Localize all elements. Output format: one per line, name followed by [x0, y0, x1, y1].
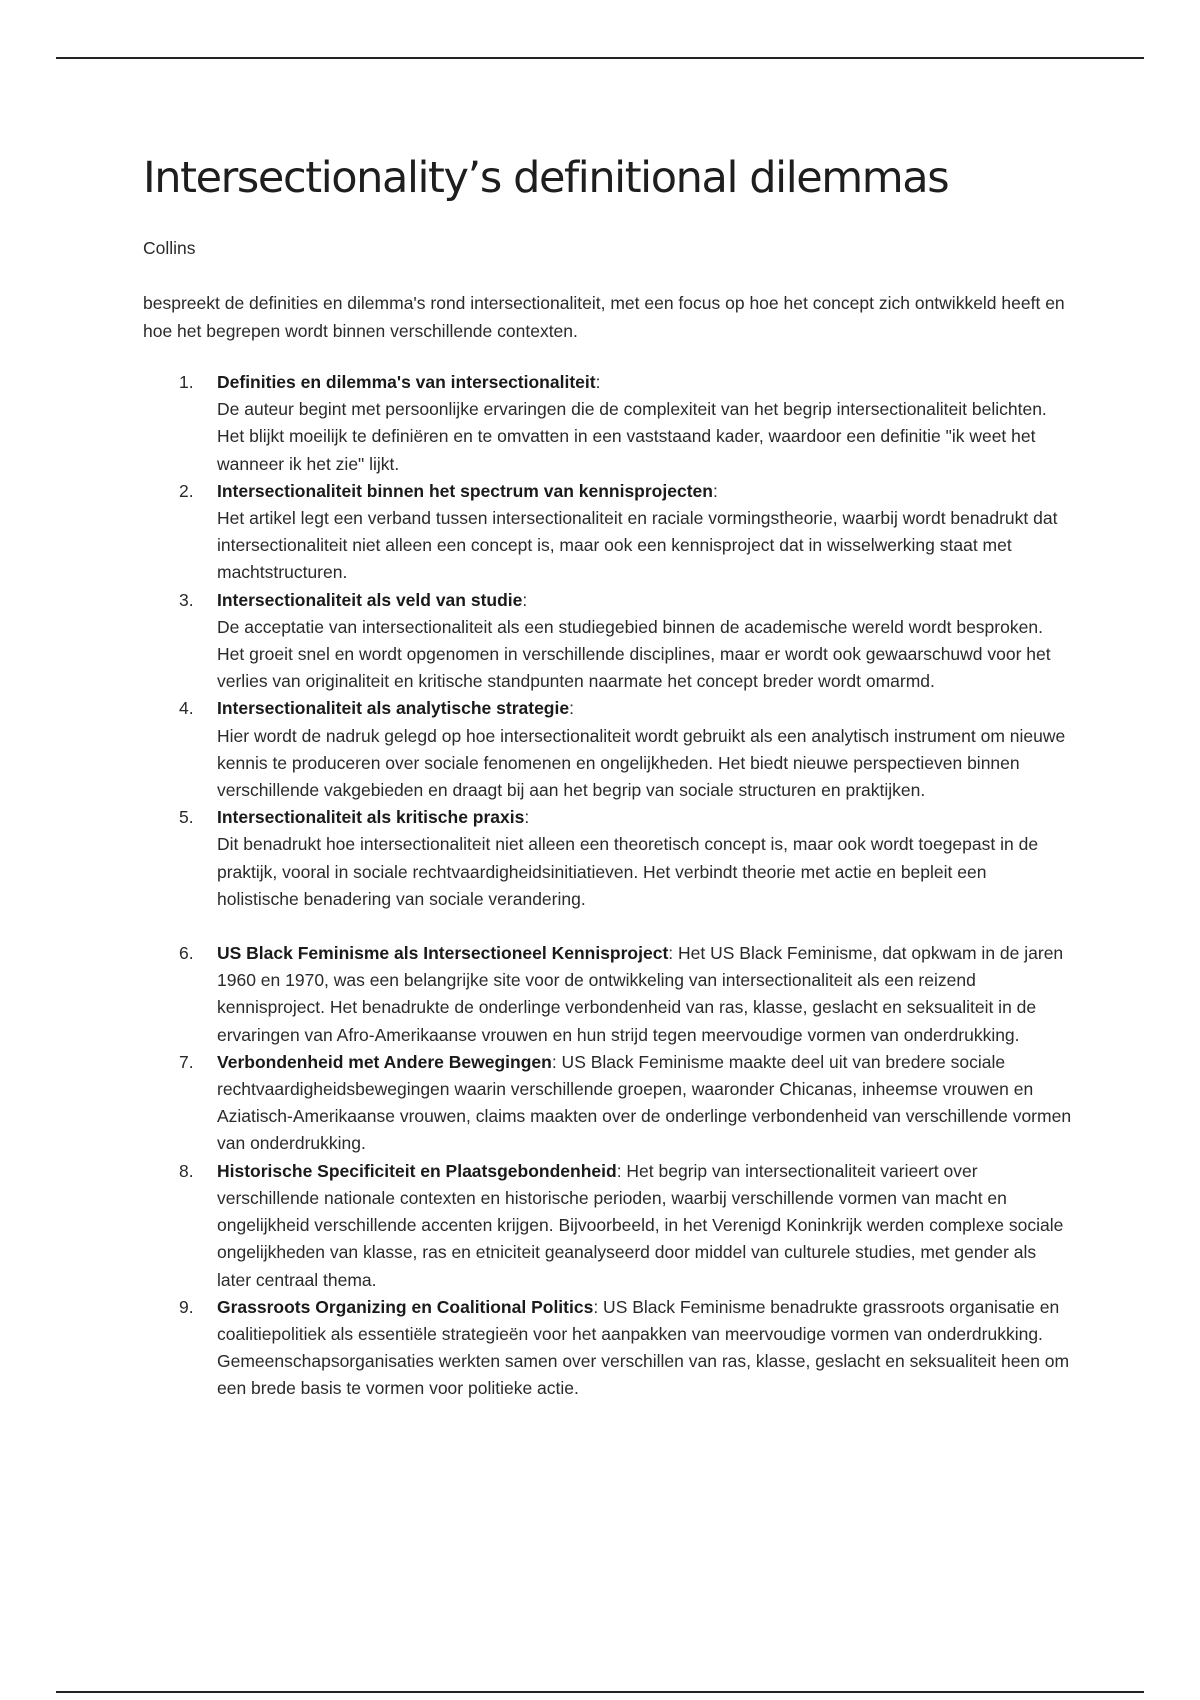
summary-list-b	[143, 940, 1073, 1402]
item-separator: :	[569, 698, 574, 719]
item-title: US Black Feminisme als Intersectioneel Kennisproject	[217, 943, 669, 964]
item-body: Hier wordt de nadruk gelegd op hoe intersectionaliteit wordt gebruikt als een analytisch instrument om nieuwe kennis te produceren over sociale fenomenen en ongelijkheden. Het biedt nieuwe perspectieven binnen verschillende vakgebieden en draagt bij aan het begrip van sociale structuren en praktijken.	[217, 725, 1066, 801]
list-item	[143, 695, 1073, 804]
header-rule	[56, 57, 1144, 59]
list-number: 4.	[179, 698, 194, 719]
list-number: 3.	[179, 589, 194, 610]
list-number: 7.	[179, 1051, 194, 1072]
list-item	[143, 369, 1073, 478]
list-number: 2.	[179, 480, 194, 501]
item-title: Historische Specificiteit en Plaatsgebondenheid	[217, 1160, 617, 1181]
item-separator: :	[712, 480, 718, 501]
item-separator: :	[522, 589, 528, 610]
item-title: Verbondenheid met Andere Bewegingen	[217, 1051, 552, 1072]
item-title: Grassroots Organizing en Coalitional Politics	[217, 1296, 594, 1317]
item-text: : US Black Feminisme maakte deel uit van bredere sociale rechtvaardigheidsbewegingen waarin verschillende groepen, waaronder Chicanas, inheemse vrouwen en Aziatisch-Amerikaanse vrouwen, claims maakten over de onderlinge verbondenheid van verschillende vormen van onderdrukking.	[217, 1051, 1072, 1154]
item-separator: :	[524, 807, 530, 828]
item-title: Intersectionaliteit als kritische praxis	[217, 807, 525, 828]
list-item	[143, 1158, 1073, 1294]
item-body: Dit benadrukt hoe intersectionaliteit niet alleen een theoretisch concept is, maar ook wordt toegepast in de praktijk, vooral in sociale rechtvaardigheidsinitiatieven. Het verbindt theorie met actie en bepleit een holistische benadering van sociale verandering.	[217, 834, 1039, 909]
item-title: Intersectionaliteit als veld van studie	[217, 589, 523, 610]
item-text: : Het US Black Feminisme, dat opkwam in de jaren 1960 en 1970, was een belangrijke site voor de ontwikkeling van intersectionaliteit als een reizend kennisproject. Het benadrukte de onderlinge verbondenheid van ras, klasse, geslacht en seksualiteit in de ervaringen van Afro-Amerikaanse vrouwen en hun strijd tegen meervoudige vormen van onderdrukking.	[217, 943, 1064, 1045]
list-item	[143, 478, 1073, 587]
list-item	[143, 1049, 1073, 1158]
list-item	[143, 804, 1073, 913]
list-number: 5.	[179, 807, 194, 828]
item-body: De acceptatie van intersectionaliteit als een studiegebied binnen de academische wereld wordt besproken. Het groeit snel en wordt opgenomen in verschillende disciplines, maar er wordt ook gewaarschuwd voor het verlies van originaliteit en kritische standpunten naarmate het concept breder wordt omarmd.	[217, 616, 1051, 692]
item-title: Definities en dilemma's van intersectionaliteit	[217, 372, 596, 392]
summary-list-a	[143, 369, 1073, 913]
list-number: 9.	[179, 1296, 194, 1317]
item-title: Intersectionaliteit als analytische strategie	[217, 698, 570, 719]
item-body: De auteur begint met persoonlijke ervaringen die de complexiteit van het begrip intersectionaliteit belichten. Het blijkt moeilijk te definiëren en te omvatten in een vaststaand kader, waardoor een definitie "ik weet het wanneer ik het zie" lijkt.	[217, 399, 1047, 474]
intro-paragraph: bespreekt de definities en dilemma's rond intersectionaliteit, met een focus op hoe het concept zich ontwikkeld heeft en hoe het begrepen wordt binnen verschillende contexten.	[143, 293, 1065, 341]
list-number: 6.	[179, 943, 194, 964]
item-text: : US Black Feminisme benadrukte grassroots organisatie en coalitiepolitiek als essentiële strategieën voor het aanpakken van meervoudige vormen van onderdrukking. Gemeenschapsorganisaties werkten samen over verschillen van ras, klasse, geslacht en seksualiteit heen om een brede basis te vormen voor politieke actie.	[217, 1296, 1070, 1399]
item-separator: :	[595, 372, 601, 392]
document-body	[143, 148, 1073, 1403]
list-item	[143, 587, 1073, 696]
author-name: Collins	[143, 238, 196, 258]
list-number: 8.	[179, 1160, 194, 1181]
list-item	[143, 940, 1073, 1049]
document-title: Intersectionality’s definitional dilemmas	[143, 153, 949, 203]
item-title: Intersectionaliteit binnen het spectrum van kennisprojecten	[217, 480, 713, 501]
list-number: 1.	[179, 372, 194, 392]
item-body: Het artikel legt een verband tussen intersectionaliteit en raciale vormingstheorie, waarbij wordt benadrukt dat intersectionaliteit niet alleen een concept is, maar ook een kennisproject dat in wisselwerking staat met machtstructuren.	[217, 508, 1058, 583]
item-text: : Het begrip van intersectionaliteit varieert over verschillende nationale contexten en historische perioden, waarbij verschillende vormen van macht en ongelijkheid verschillende accenten krijgen. Bijvoorbeeld, in het Verenigd Koninkrijk werden complexe sociale ongelijkheden van klasse, ras en etniciteit geanalyseerd door middel van culturele studies, met gender als later centraal thema.	[217, 1160, 1064, 1290]
list-item	[143, 1294, 1073, 1403]
footer-rule	[56, 1691, 1144, 1693]
